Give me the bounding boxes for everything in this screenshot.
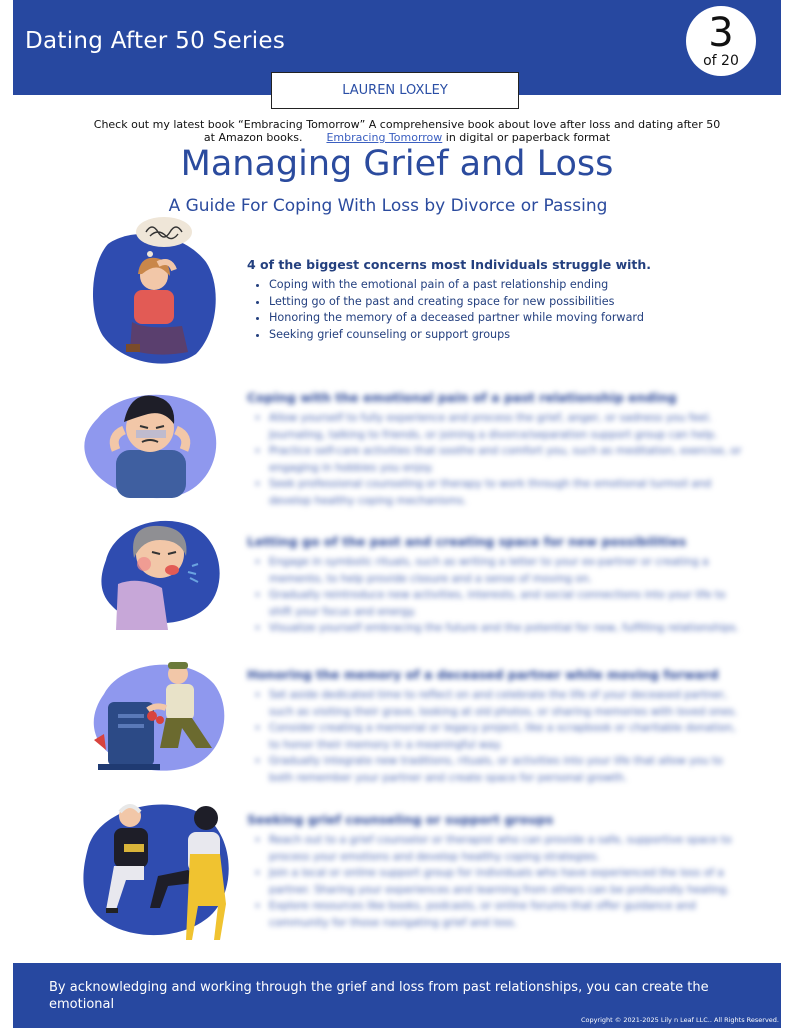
distressed-boy-illustration [80,378,222,504]
list-item: • Allow yourself to fully experience and process the grief, anger, or sadness you feel. Journaling, talking to friends, or joining a divorce/separation support group can help. [269,410,747,443]
promo-line-1: Check out my latest book “Embracing Tomorrow” A comprehensive book about love after loss and dating after 50 [93,118,721,131]
honoring-list [247,687,747,787]
list-item: • Reach out to a grief counselor or therapist who can provide a safe, supportive space to process your emotions and develop healthy coping strategies. [269,832,747,865]
honoring-section [247,667,747,787]
list-item: • Explore resources like books, podcasts, or online forums that offer guidance and community for those navigating grief and loss. [269,898,747,931]
list-item: • Practice self-care activities that soothe and comfort you, such as meditation, exercise, or engaging in hobbies you enjoy. [269,443,747,476]
concerns-section [247,257,747,343]
counseling-section [247,812,747,932]
footer-banner [13,963,781,1028]
author-name: LAUREN LOXLEY [271,72,519,109]
section-heading: Honoring the memory of a deceased partner while moving forward [247,667,719,682]
section-heading: Letting go of the past and creating space for new possibilities [247,534,687,549]
list-item: • Gradually reintroduce new activities, interests, and social connections into your life to shift your focus and energy. [269,587,747,620]
section-heading: Coping with the emotional pain of a past relationship ending [247,390,677,405]
stressed-woman-illustration [88,214,222,370]
list-item: • Seek professional counseling or therapy to work through the emotional turmoil and develop healthy coping mechanisms. [269,476,747,509]
copyright-notice: Copyright © 2021-2025 Lily n Leaf LLC.. All Rights Reserved. [580,1016,779,1024]
coping-list [247,410,747,510]
promo-line-2: at Amazon books. [203,131,303,144]
series-title: Dating After 50 Series [25,28,286,54]
memorial-visit-illustration [88,654,230,776]
list-item: • Honoring the memory of a deceased partner while moving forward [269,310,747,327]
page-indicator [686,6,756,76]
list-item: • Engage in symbolic rituals, such as writing a letter to your ex-partner or creating a memento, to help provide closure and a sense of moving on. [269,554,747,587]
page-subtitle: A Guide For Coping With Loss by Divorce or Passing [168,196,608,216]
promo-line-3: in digital or paperback format [442,131,611,144]
concerns-list [247,277,747,343]
list-item: • Seeking grief counseling or support groups [269,327,747,344]
counseling-session-illustration [78,794,238,944]
crying-elderly-woman-illustration [92,514,228,630]
section-heading: 4 of the biggest concerns most Individuals struggle with. [247,257,652,272]
list-item: • Consider creating a memorial or legacy project, like a scrapbook or charitable donation, to honor their memory in a meaningful way. [269,720,747,753]
page-total: of 20 [703,53,739,69]
list-item: • Set aside dedicated time to reflect on and celebrate the life of your deceased partner, such as visiting their grave, looking at old photos, or sharing memories with loved ones. [269,687,747,720]
list-item: • Coping with the emotional pain of a past relationship ending [269,277,747,294]
letting-go-list [247,554,747,637]
coping-section [247,390,747,510]
page-number: 3 [708,10,734,56]
promo-text [90,118,724,144]
letting-go-section [247,534,747,637]
footer-text: By acknowledging and working through the grief and loss from past relationships, you can create the emotional [49,980,709,1012]
book-link[interactable]: Embracing Tomorrow [326,131,443,144]
counseling-list [247,832,747,932]
list-item: • Gradually integrate new traditions, rituals, or activities into your life that allow you to both remember your partner and create space for personal growth. [269,753,747,786]
section-heading: Seeking grief counseling or support groups [247,812,554,827]
list-item: • Join a local or online support group for individuals who have experienced the loss of a partner. Sharing your experiences and learning from others can be profoundly healing. [269,865,747,898]
list-item: • Visualize yourself embracing the future and the potential for new, fulfilling relationships. [269,620,747,637]
list-item: • Letting go of the past and creating space for new possibilities [269,294,747,311]
page-title: Managing Grief and Loss [180,144,614,184]
